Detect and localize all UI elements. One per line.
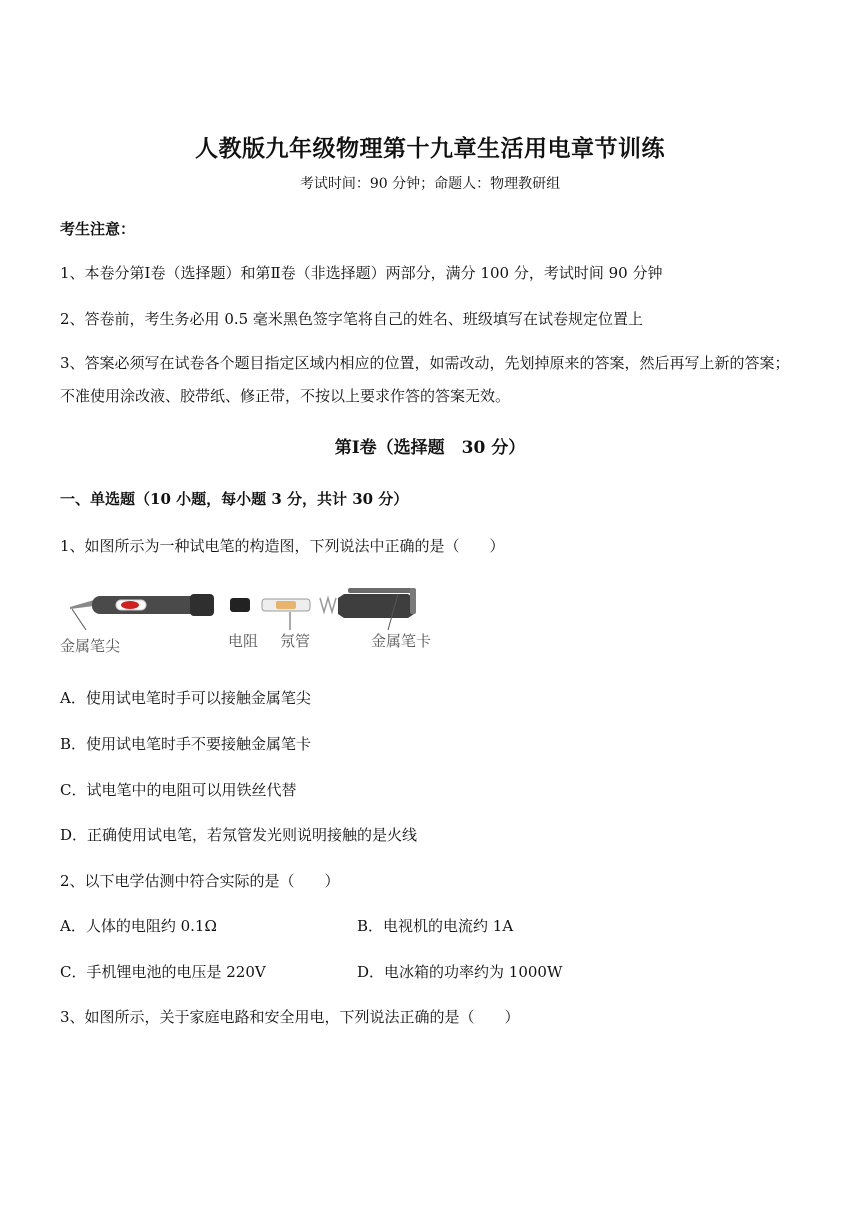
test-pen-diagram (58, 584, 448, 656)
question-2-stem: 2、以下电学估测中符合实际的是（ ） (60, 872, 340, 890)
cap-shape (338, 594, 414, 618)
question-2-option-c: C．手机锂电池的电压是 220V (60, 963, 266, 981)
metal-tip-shape (70, 600, 94, 609)
question-2-option-b: B．电视机的电流约 1A (357, 917, 514, 935)
notice-heading: 考生注意： (60, 220, 136, 238)
question-3-stem: 3、如图所示，关于家庭电路和安全用电，下列说法正确的是（ ） (60, 1008, 520, 1026)
notice-item-1: 1、本卷分第Ⅰ卷（选择题）和第Ⅱ卷（非选择题）两部分，满分 100 分，考试时间 90 分钟 (60, 264, 663, 282)
page-title: 人教版九年级物理第十九章生活用电章节训练 (195, 135, 665, 162)
label-metal-tip: 金属笔尖 (60, 637, 121, 655)
label-neon-tube: 氖管 (280, 632, 311, 650)
spring-shape (320, 598, 336, 612)
section-title: 第Ⅰ卷（选择题 30 分） (334, 438, 526, 458)
notice-item-2: 2、答卷前，考生务必用 0.5 毫米黑色签字笔将自己的姓名、班级填写在试卷规定位置上 (60, 310, 643, 328)
part-heading: 一、单选题（10 小题，每小题 3 分，共计 30 分） (60, 490, 409, 508)
question-1-option-a: A．使用试电笔时手可以接触金属笔尖 (60, 689, 311, 707)
metal-clip-shape (348, 588, 412, 593)
question-2-option-a: A．人体的电阻约 0.1Ω (60, 917, 217, 935)
indicator-shape (121, 601, 139, 609)
label-resistor: 电阻 (228, 632, 259, 650)
question-2-option-d: D．电冰箱的功率约为 1000W (357, 963, 563, 981)
question-1-option-b: B．使用试电笔时手不要接触金属笔卡 (60, 735, 312, 753)
question-1-option-d: D．正确使用试电笔，若氖管发光则说明接触的是火线 (60, 826, 418, 844)
resistor-shape (230, 598, 250, 612)
notice-item-3: 3、答案必须写在试卷各个题目指定区域内相应的位置，如需改动，先划掉原来的答案，然后再写上新的答案；不准使用涂改液、胶带纸、修正带，不按以上要求作答的答案无效。 (60, 354, 790, 405)
exam-info: 考试时间：90 分钟；命题人：物理教研组 (299, 176, 561, 192)
question-1-stem: 1、如图所示为一种试电笔的构造图，下列说法中正确的是（ ） (60, 537, 505, 555)
question-1-option-c: C．试电笔中的电阻可以用铁丝代替 (60, 781, 297, 799)
label-metal-clip: 金属笔卡 (371, 632, 432, 650)
